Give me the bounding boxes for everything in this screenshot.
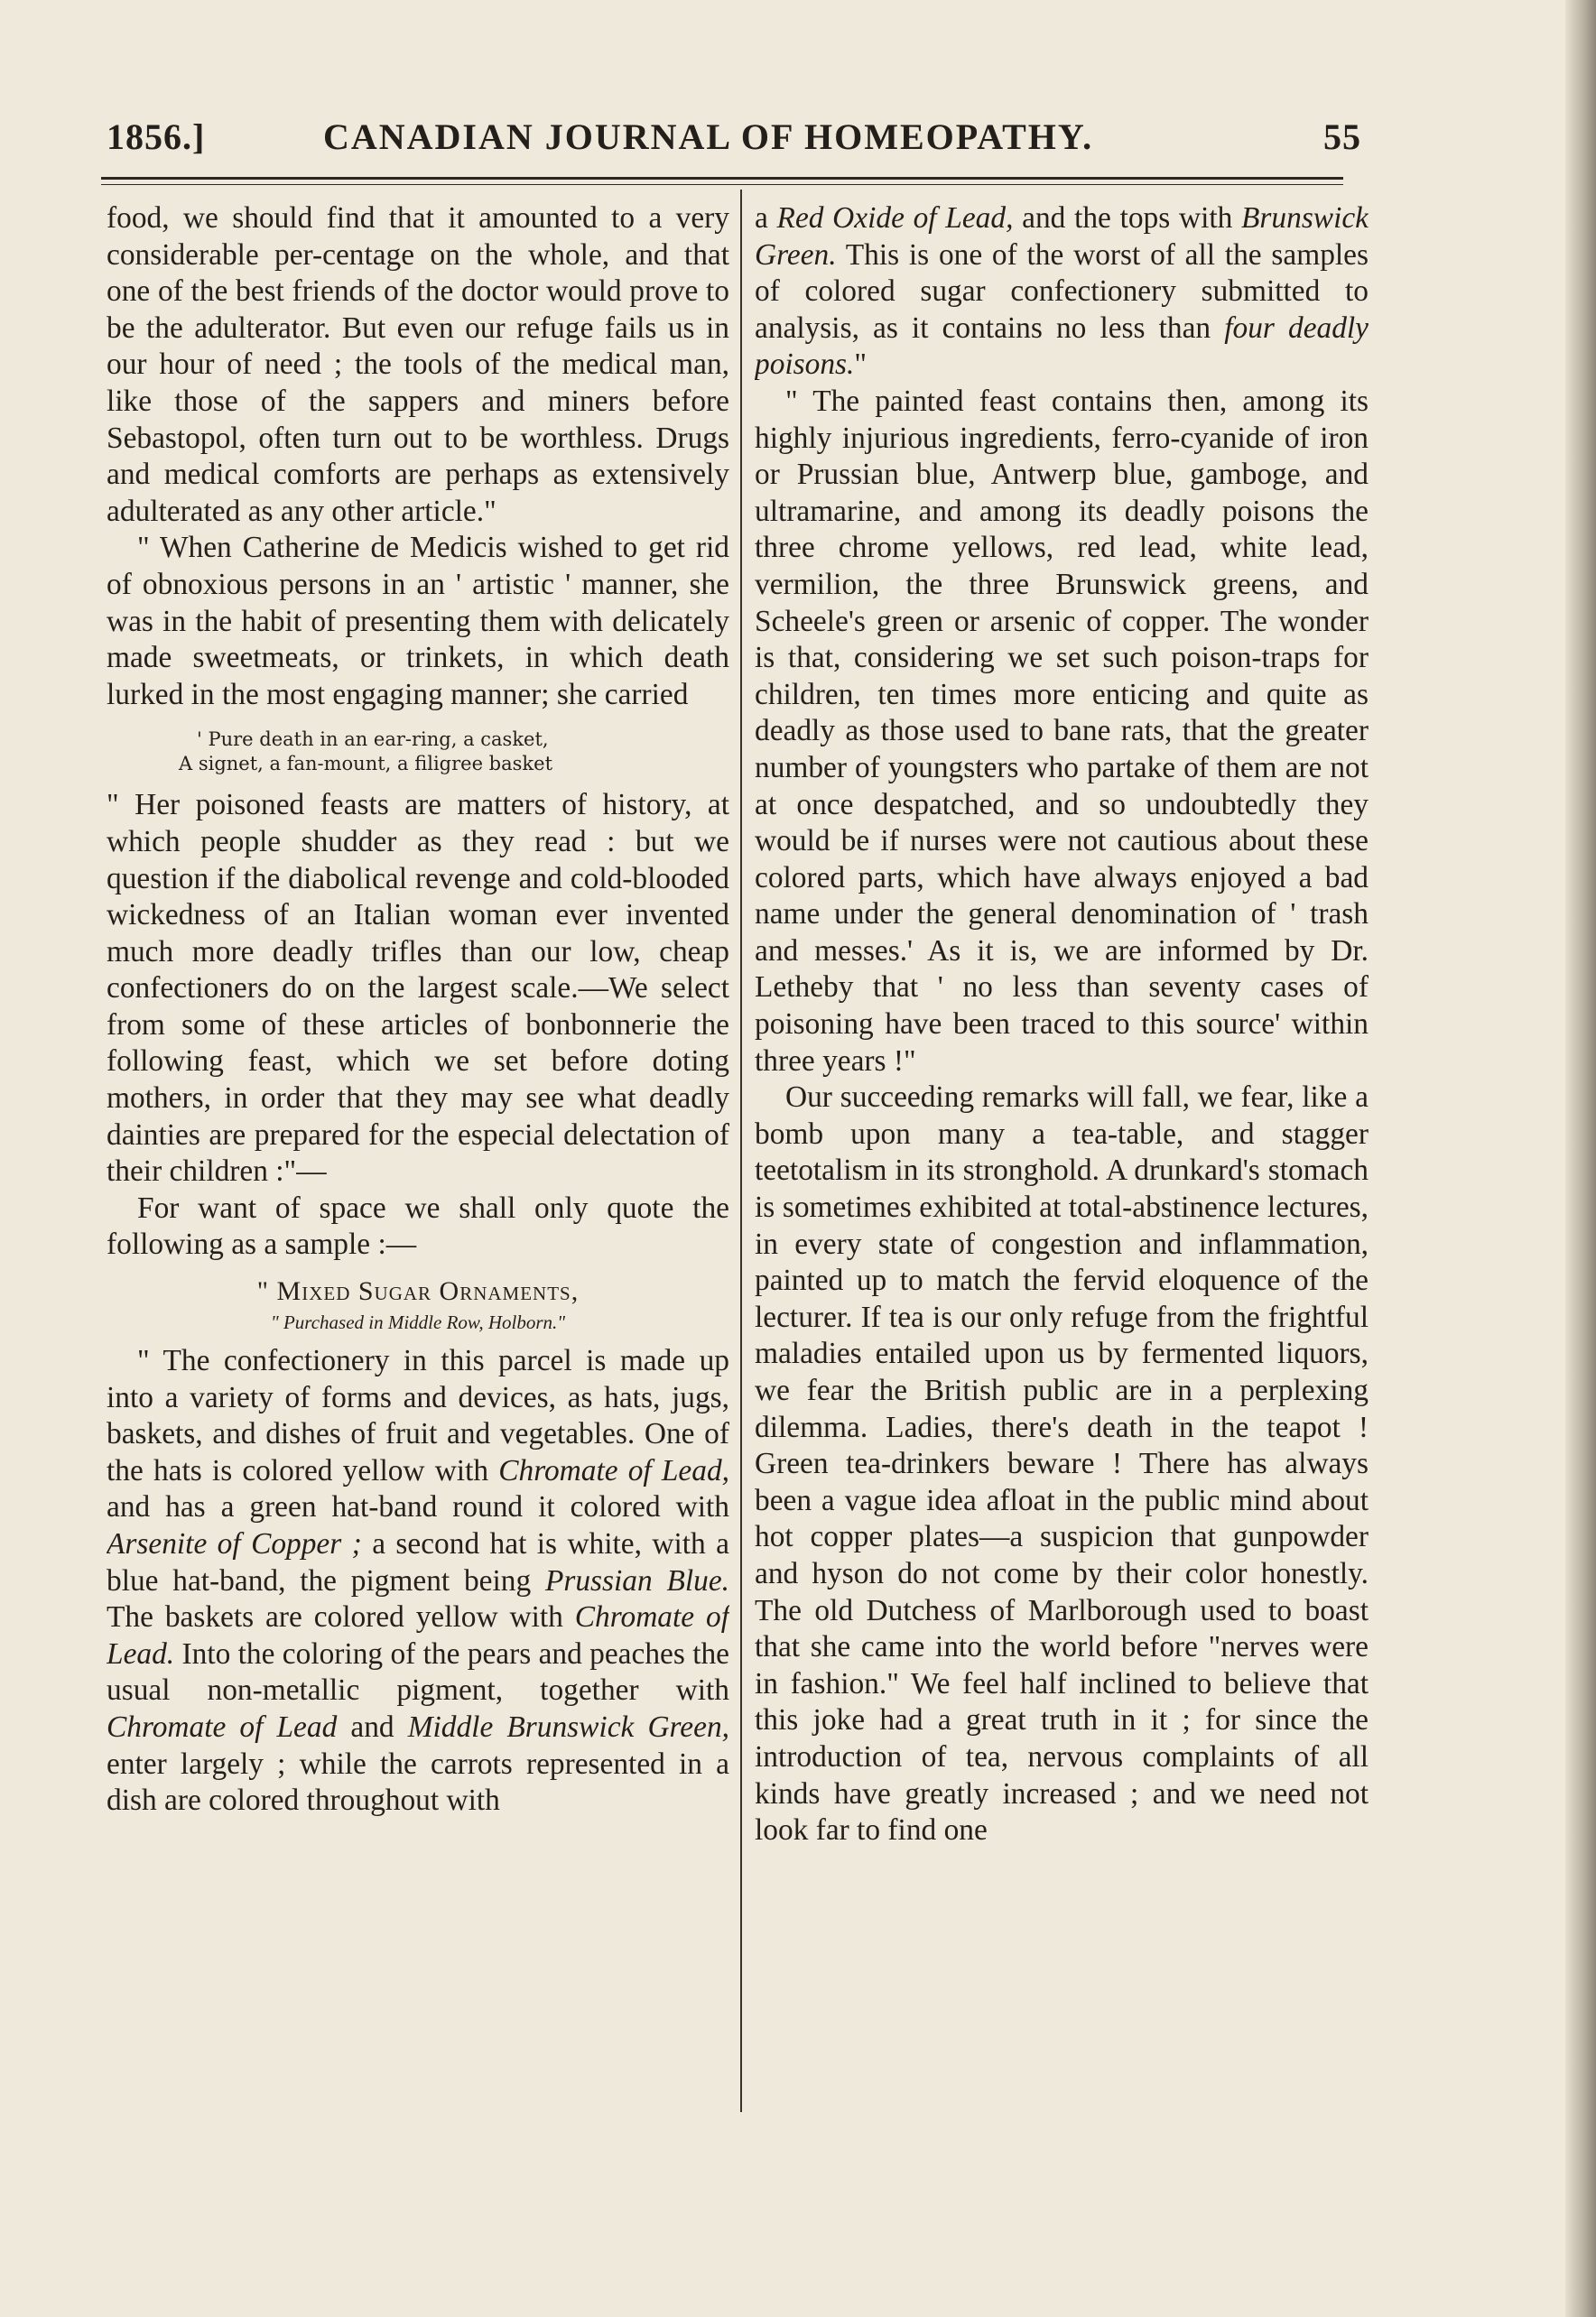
italic-run: Chromate of Lead	[107, 1710, 338, 1744]
verse-line: ' Pure death in an ear-ring, a casket,	[197, 728, 549, 751]
text-run: a	[755, 201, 777, 235]
italic-run: Middle Brunswick Green,	[407, 1710, 729, 1744]
paragraph: " Her poisoned feasts are matters of history, at which people shudder as they read : but we question if the diabolical revenge and cold-blooded wickedness of an Italian woman ever invented much more deadly trifles than our low, cheap confectioners do on the largest scale.—We select from some of these articles of bonbonnerie the following feast, which we set before doting mothers, in order that they may see what deadly dainties are prepared for the especial delectation of their children :"—	[107, 788, 729, 1189]
journal-title: CANADIAN JOURNAL OF HOMEOPATHY.	[323, 116, 1094, 157]
right-column	[755, 200, 1369, 2114]
running-header	[107, 107, 1361, 170]
text-run: The baskets are colored yellow with	[107, 1600, 575, 1635]
italic-run: Brunswick Green.	[755, 201, 1369, 272]
text-run: a second hat is white, with a blue hat-band, the pigment being	[107, 1527, 729, 1598]
paragraph: Our succeeding remarks will fall, we fear, like a bomb upon many a tea-table, and stagger teetotalism in its stronghold. A drunkard's stomach is sometimes exhibited at total-abstinence lectures, in every state of congestion and inflammation, painted up to match the fervid eloquence of the lecturer. If tea is our only refuge from the frightful maladies entailed upon us by fermented liquors, we fear the British public are in a perplexing dilemma. Ladies, there's death in the teapot ! Green tea-drinkers beware ! There has always been a vague idea afloat in the public mind about hot copper plates—a suspicion that gunpowder and hyson do not come by their color honestly. The old Dutchess of Marlborough used to boast that she came into the world before "nerves were in fashion." We feel half inclined to believe that this joke had a great truth in it ; for since the introduction of tea, nervous complaints of all kinds have greatly increased ; and we need not look far to find one	[755, 1080, 1369, 1848]
italic-run: Chromate of Lead,	[498, 1453, 729, 1488]
paragraph: food, we should find that it amounted to a very considerable per-centage on the whole, and that one of the best friends of the doctor would prove to be the adulterator. But even our refuge fails us in our hour of need ; the tools of the medical man, like those of the sappers and miners before Sebastopol, often turn out to be worthless. Drugs and medical comforts are perhaps as extensively adulterated as any other article."	[107, 201, 729, 528]
section-subtitle: " Purchased in Middle Row, Holborn."	[270, 1311, 566, 1334]
text-run: " The confectionery in this parcel is made up into a variety of forms and devices, as hats, jugs, baskets, and dishes of fruit and vegetables. One of the hats is colored yellow with	[107, 1344, 729, 1488]
header-year: 1856.]	[107, 116, 206, 157]
text-run: and has a green hat-band round it colored with	[107, 1490, 729, 1525]
verse-quote	[107, 728, 729, 776]
paragraph: For want of space we shall only quote the following as a sample :—	[107, 1191, 729, 1262]
page-number: 55	[1323, 116, 1361, 157]
text-run: and the tops with	[1013, 201, 1242, 235]
italic-run: Red Oxide of Lead,	[776, 201, 1014, 235]
text-run: Into the coloring of the pears and peaches the usual non-metallic pigment, together with	[107, 1636, 729, 1708]
text-run: enter largely ; while the carrots represented in a dish are colored throughout with	[107, 1747, 729, 1818]
column-divider	[740, 190, 742, 2112]
text-run: and	[337, 1710, 408, 1744]
italic-run: Chromate of Lead.	[107, 1600, 729, 1671]
italic-run: Prussian Blue.	[544, 1563, 729, 1598]
text-run: This is one of the worst of all the samples of colored sugar confectionery submitted to analysis, as it contains no less than	[755, 237, 1369, 345]
italic-run: four deadly poisons.	[755, 310, 1369, 382]
italic-run: Arsenite of Copper ;	[107, 1527, 362, 1561]
paragraph	[107, 1343, 729, 1820]
section-title: " Mixed Sugar Ornaments,	[256, 1276, 580, 1307]
book-spine-shadow	[1565, 0, 1596, 2317]
header-rule	[101, 177, 1343, 180]
paragraph	[755, 200, 1369, 384]
text-run: "	[854, 348, 868, 382]
paragraph: " When Catherine de Medicis wished to get rid of obnoxious persons in an ' artistic ' manner, she was in the habit of presenting them with delicately made sweetmeats, or trinkets, in which death lurked in the most engaging manner; she carried	[107, 531, 729, 711]
verse-line: A signet, a fan-mount, a filigree basket	[179, 753, 553, 775]
header-rule-thin	[101, 184, 1343, 185]
left-column	[107, 200, 729, 2114]
paragraph: " The painted feast contains then, among its highly injurious ingredients, ferro-cyanide of iron or Prussian blue, Antwerp blue, gamboge, and ultramarine, and among its deadly poisons the three chrome yellows, red lead, white lead, vermilion, the three Brunswick greens, and Scheele's green or arsenic of copper. The wonder is that, considering we set such poison-traps for children, ten times more enticing and quite as deadly as those used to bane rats, that the greater number of youngsters who partake of them are not at once despatched, and so undoubtedly they would be if nurses were not cautious about these colored parts, which have always enjoyed a bad name under the general denomination of ' trash and messes.' As it is, we are informed by Dr. Letheby that ' no less than seventy cases of poisoning have been traced to this source' within three years !"	[755, 384, 1369, 1078]
